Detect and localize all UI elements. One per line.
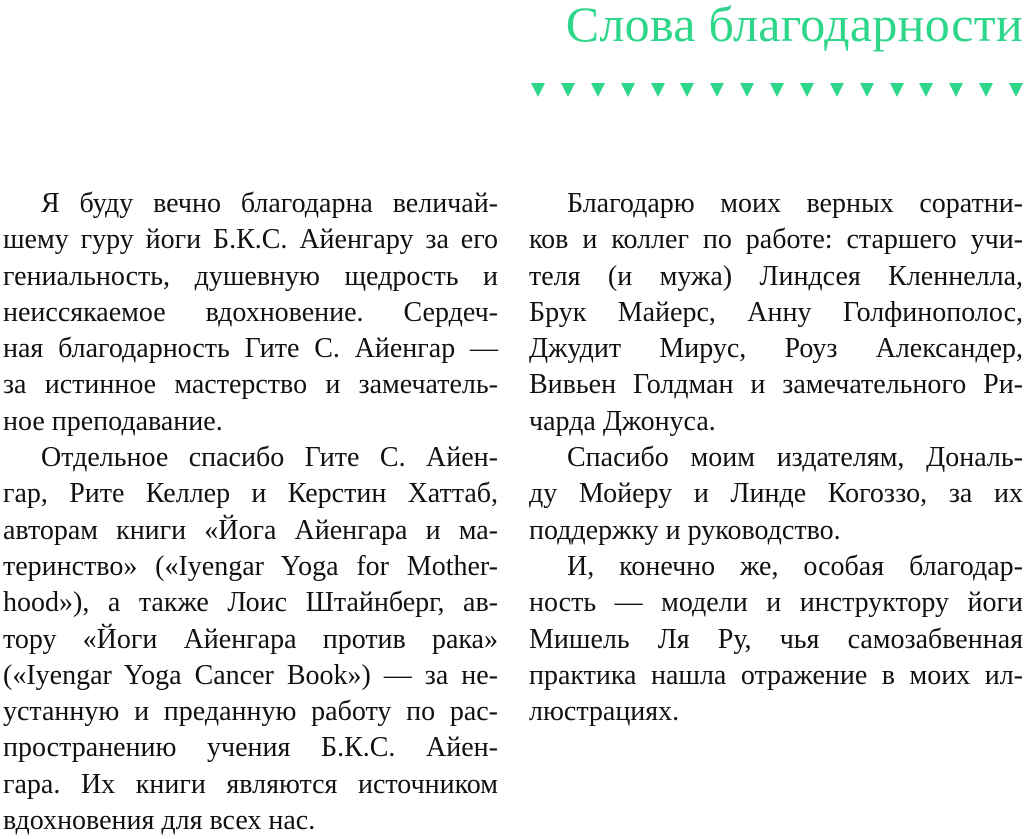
triangle-down-icon xyxy=(591,83,605,97)
text-line: гар, Рите Келлер и Керстин Хаттаб, xyxy=(3,478,498,510)
text-line: Мишель Ля Ру, чья самозабвенная xyxy=(529,623,1023,655)
triangle-down-icon xyxy=(949,83,963,97)
text-line: люстрациях. xyxy=(529,696,680,728)
text-line: ное преподавание. xyxy=(3,405,223,437)
text-line: неиссякаемое вдохновение. Сердеч- xyxy=(3,296,498,328)
paragraph-colleagues xyxy=(529,186,1023,440)
text-line: Я буду вечно благодарна величай- xyxy=(41,188,498,219)
triangle-down-icon xyxy=(531,83,545,97)
text-line: тору «Йоги Айенгара против рака» xyxy=(3,623,498,655)
text-line: теля (и мужа) Линдсея Кленнелла, xyxy=(529,260,1023,292)
triangle-down-icon xyxy=(890,83,904,97)
text-line: практика нашла отражение в моих ил- xyxy=(529,659,1023,691)
text-line: Спасибо моим издателям, Дональ- xyxy=(567,442,1023,474)
text-line: Благодарю моих верных соратни- xyxy=(567,188,1023,219)
text-line: шему гуру йоги Б.К.С. Айенгару за его xyxy=(3,224,498,256)
text-line: гениальность, душевную щедрость и xyxy=(3,260,498,292)
triangle-down-icon xyxy=(979,83,993,97)
triangle-down-icon xyxy=(830,83,844,97)
triangle-down-icon xyxy=(800,83,814,97)
triangle-down-icon xyxy=(651,83,665,97)
text-line: авторам книги «Йога Айенгара и ма- xyxy=(3,514,498,546)
triangle-down-icon xyxy=(1009,83,1023,97)
text-line: чарда Джонуса. xyxy=(529,405,716,437)
text-line: ду Мойеру и Линде Когоззо, за их xyxy=(529,478,1023,510)
text-line: вдохновения для всех нас. xyxy=(3,805,316,837)
triangle-down-icon xyxy=(740,83,754,97)
triangle-down-icon xyxy=(621,83,635,97)
text-line: ность — модели и инструктору йоги xyxy=(529,587,1023,619)
text-line: Вивьен Голдман и замечательного Ри- xyxy=(529,369,1023,401)
triangle-down-icon xyxy=(680,83,694,97)
right-column xyxy=(529,186,1023,730)
text-line: ная благодарность Гите С. Айенгар — xyxy=(3,333,498,365)
triangle-down-icon xyxy=(710,83,724,97)
text-line: пространению учения Б.К.С. Айен- xyxy=(3,732,498,764)
paragraph-gratitude-iyengar xyxy=(3,186,498,440)
text-line: поддержку и руководство. xyxy=(529,514,841,546)
text-line: Джудит Мирус, Роуз Александер, xyxy=(529,333,1023,365)
triangle-divider xyxy=(531,83,1023,97)
text-line: И, конечно же, особая благодар- xyxy=(567,550,1023,582)
triangle-down-icon xyxy=(860,83,874,97)
paragraph-publishers xyxy=(529,440,1023,549)
left-column xyxy=(3,186,498,839)
text-line: устанную и преданную работу по рас- xyxy=(3,696,498,728)
text-line: теринство» («Iyengar Yoga for Mother- xyxy=(3,550,498,582)
text-line: hood»), а также Лоис Штайнберг, ав- xyxy=(3,587,498,619)
text-line: гара. Их книги являются источником xyxy=(3,768,498,800)
text-line: за истинное мастерство и замечатель- xyxy=(3,369,498,401)
text-line: Брук Майерс, Анну Голфинополос, xyxy=(529,296,1023,328)
paragraph-model xyxy=(529,549,1023,730)
triangle-down-icon xyxy=(770,83,784,97)
text-line: ков и коллег по работе: старшего учи- xyxy=(529,224,1023,256)
text-line: Отдельное спасибо Гите С. Айен- xyxy=(41,442,498,474)
triangle-down-icon xyxy=(561,83,575,97)
page-title: Слова благодарности xyxy=(565,0,1023,52)
triangle-down-icon xyxy=(919,83,933,97)
text-line: («Iyengar Yoga Cancer Book») — за не- xyxy=(3,659,498,691)
paragraph-special-thanks-authors xyxy=(3,440,498,839)
